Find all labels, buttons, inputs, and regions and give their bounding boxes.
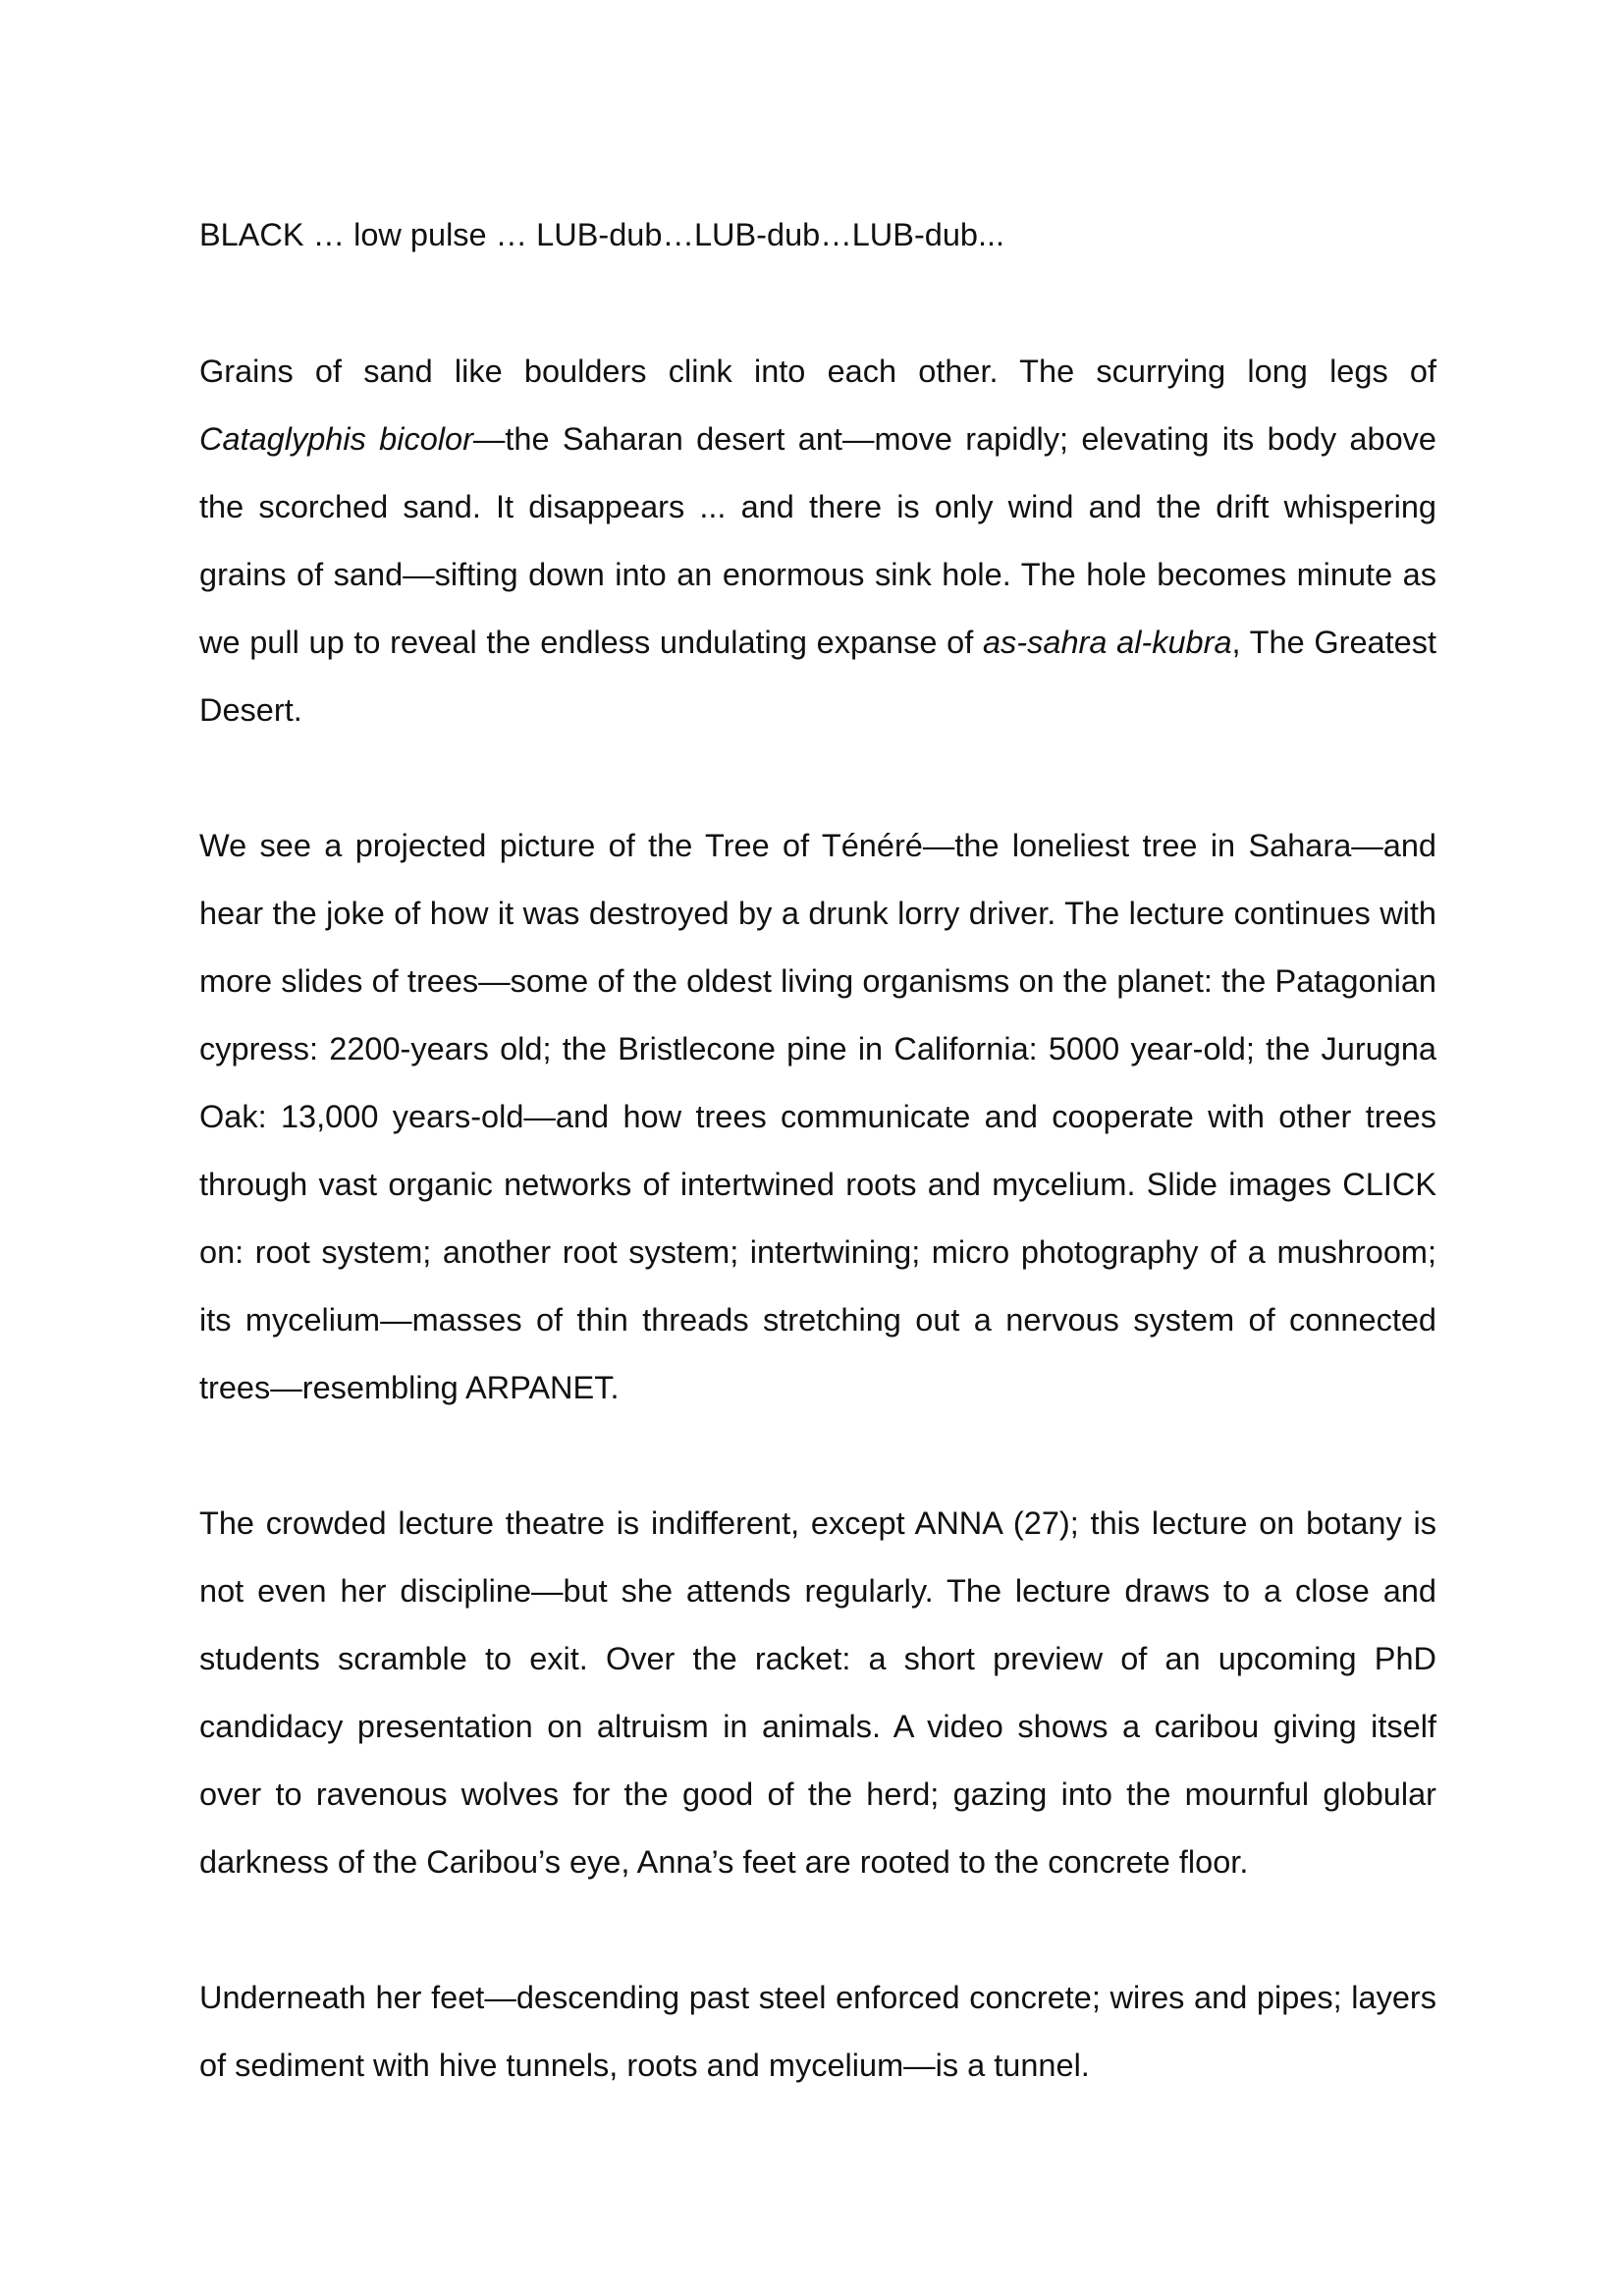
opening-line: BLACK … low pulse … LUB-dub…LUB-dub…LUB-dub... [199,217,1005,252]
text-segment: The crowded lecture theatre is indifferent, except ANNA (27); this lecture on botany is not even her discipline—but she attends regularly. The lecture draws to a close and students scramble to exit. Over the racket: a short preview of an upcoming PhD candidacy presentation on altruism in animals. A video shows a caribou giving itself over to ravenous wolves for the good of the herd; gazing into the mournful globular darkness of the Caribou’s eye, Anna’s feet are rooted to the concrete floor. [199,1505,1436,1880]
text-segment: Underneath her feet—descending past steel enforced concrete; wires and pipes; layers of sediment with hive tunnels, roots and mycelium—is a tunnel. [199,1980,1436,2083]
document-page [199,201,1436,2100]
text-segment: , The Greatest Desert. [199,625,1437,728]
text-segment: Grains of sand like boulders clink into each other. The scurrying long legs of [199,354,1436,389]
species-name: Cataglyphis bicolor [199,421,473,457]
desert-name: as-sahra al-kubra [982,625,1232,660]
text-segment: We see a projected picture of the Tree of Ténéré—the loneliest tree in Sahara—and hear the joke of how it was destroyed by a drunk lorry driver. The lecture continues with more slides of trees—some of the oldest living organisms on the planet: the Patagonian cypress: 2200-years old; the Bristlecone pine in California: 5000 year-old; the Jurugna Oak: 13,000 years-old—and how trees communicate and cooperate with other trees through vast organic networks of intertwined roots and mycelium. Slide images CLICK on: root system; another root system; intertwining; micro photography of a mushroom; its mycelium—masses of thin threads stretching out a nervous system of connected trees—resembling ARPANET. [199,828,1436,1405]
paragraph-desert [199,338,1436,744]
paragraph-anna [199,1490,1436,1896]
paragraph-tunnel [199,1964,1436,2100]
text-segment: —the Saharan desert ant—move rapidly; elevating its body above the scorched sand. It disappears ... and there is only wind and the drift whispering grains of sand—sifting down into an enormous sink hole. The hole becomes minute as we pull up to reveal the endless undulating expanse of [199,421,1436,660]
paragraph-lecture [199,812,1436,1422]
